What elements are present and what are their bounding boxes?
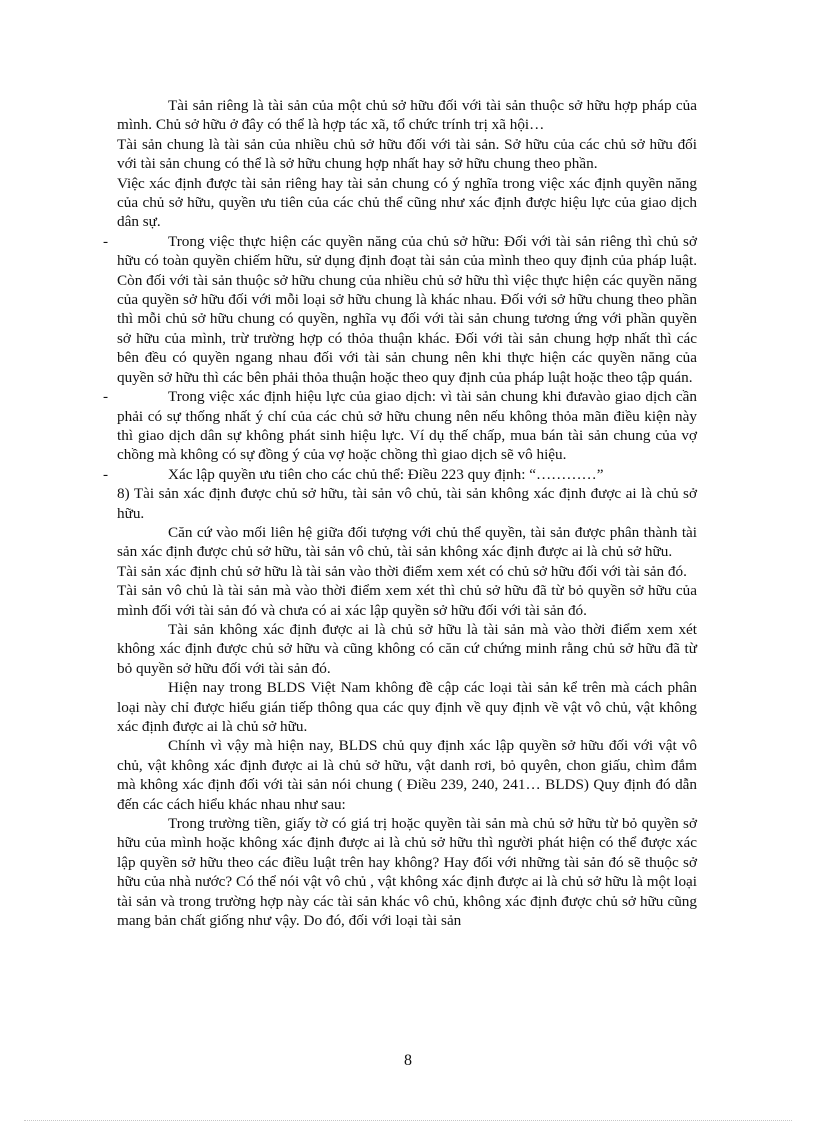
footer-divider	[24, 1120, 792, 1121]
bullet-priority-rights: - Xác lập quyền ưu tiên cho các chủ thể: Điều 223 quy định: “…………”	[117, 465, 697, 484]
paragraph-undetermined-owner: Tài sản không xác định được ai là chủ sở hữu là tài sản mà vào thời điểm xem xét không xác định được chủ sở hữu và cũng không có căn cứ chứng minh rằng chủ sở hữu đã từ bỏ quyền sở hữu đối với tài sản đó.	[117, 620, 697, 677]
paragraph-blds-current: Hiện nay trong BLDS Việt Nam không đề cập các loại tài sản kể trên mà cách phân loại này chỉ được hiểu gián tiếp thông qua các quy định về quy định về vật vô chủ, vật không xác định được ai là chủ sở hữu.	[117, 679, 697, 735]
paragraph-blds-provisions: Chính vì vậy mà hiện nay, BLDS chủ quy định xác lập quyền sở hữu đối với vật vô chủ, vật không xác định được ai là chủ sở hữu, vật danh rơi, bỏ quyên, chon giấu, chìm đắm mà không xác định đối với tài sản nói chung ( Điều 239, 240, 241… BLDS) Quy định đó dẫn đến các cách hiểu khác nhau như sau:	[117, 737, 697, 813]
bullet-transaction-validity: - Trong việc xác định hiệu lực của giao dịch: vì tài sản chung khi đưavào giao dịch cần phải có sự thống nhất ý chí của các chủ sở hữu chung nên nếu không thỏa mãn điều kiện này thì giao dịch dân sự không phát sinh hiệu lực. Ví dụ thế chấp, mua bán tài sản chung của vợ chồng mà không có sự đồng ý của vợ hoặc chồng thì giao dịch sẽ vô hiệu.	[117, 387, 697, 465]
bullet-exercise-rights: - Trong việc thực hiện các quyền năng của chủ sở hữu: Đối với tài sản riêng thì chủ sở hữu có toàn quyền chiếm hữu, sử dụng định đoạt tài sản của mình theo quy định của pháp luật. Còn đối với tài sản thuộc sở hữu chung của nhiều chủ sở hữu thì việc thực hiện các quyền năng của quyền sở hữu đối với mỗi loại sở hữu chung là khác nhau. Đối với sở hữu chung theo phần thì mỗi chủ sở hữu chung có quyền, nghĩa vụ đối với tài sản chung tương ứng với phần quyền sở hữu của mình, trừ trường hợp có thỏa thuận khác. Đối với tài sản chung hợp nhất thì các bên đều có quyền ngang nhau đối với tài sản chung nên khi thực hiện các quyền năng của quyền sở hữu thì các bên phải thỏa thuận hoặc theo quy định của pháp luật hoặc theo tập quán.	[117, 232, 697, 387]
paragraph-determined-owner: Tài sản xác định chủ sở hữu là tài sản vào thời điểm xem xét có chủ sở hữu đối với tài sản đó.	[117, 562, 687, 580]
paragraph-private-property: Tài sản riêng là tài sản của một chủ sở hữu đối với tài sản thuộc sở hữu hợp pháp của mình. Chủ sở hữu ở đây có thể là hợp tác xã, tổ chức trính trị xã hội…	[117, 97, 697, 134]
paragraph-ownerless: Tài sản vô chủ là tài sản mà vào thời điểm xem xét thì chủ sở hữu đã từ bỏ quyền sở hữu của mình đối với tài sản đó và chưa có ai xác lập quyền sở hữu đối với tài sản đó.	[117, 582, 697, 619]
document-body	[117, 96, 697, 930]
page-number: 8	[404, 1052, 412, 1069]
paragraph-money-case: Trong trường tiền, giấy tờ có giá trị hoặc quyền tài sản mà chủ sở hữu từ bỏ quyền sở hữu của mình hoặc không xác định được ai là chủ sở hữu thì người phát hiện có thể được xác lập quyền sở hữu theo các điều luật trên hay không? Hay đối với những tài sản đó sẽ thuộc sở hữu của nhà nước? Có thể nói vật vô chủ , vật không xác định được ai là chủ sở hữu là một loại tài sản và trong trường hợp này các tài sản khác vô chủ, không xác định được chủ sở hữu cũng mang bản chất giống như vậy. Do đó, đối với loại tài sản	[117, 815, 698, 930]
paragraph-common-property: Tài sản chung là tài sản của nhiều chủ sở hữu đối với tài sản. Sở hữu của các chủ sở hữu đối với tài sản chung có thể là sở hữu chung hợp nhất hay sở hữu chung theo phần.	[117, 135, 697, 173]
paragraph-significance: Việc xác định được tài sản riêng hay tài sản chung có ý nghĩa trong việc xác định quyền năng của chủ sở hữu, quyền ưu tiên của các chủ thể cũng như xác định được hiệu lực của giao dịch dân sự.	[117, 174, 697, 231]
paragraph-classification: Căn cứ vào mối liên hệ giữa đối tượng với chủ thể quyền, tài sản được phân thành tài sản xác định được chủ sở hữu, tài sản vô chủ, tài sản không xác định được ai là chủ sở hữu.	[117, 523, 697, 561]
section-heading-8: 8) Tài sản xác định được chủ sở hữu, tài sản vô chủ, tài sản không xác định được ai là chủ sở hữu.	[117, 485, 697, 522]
